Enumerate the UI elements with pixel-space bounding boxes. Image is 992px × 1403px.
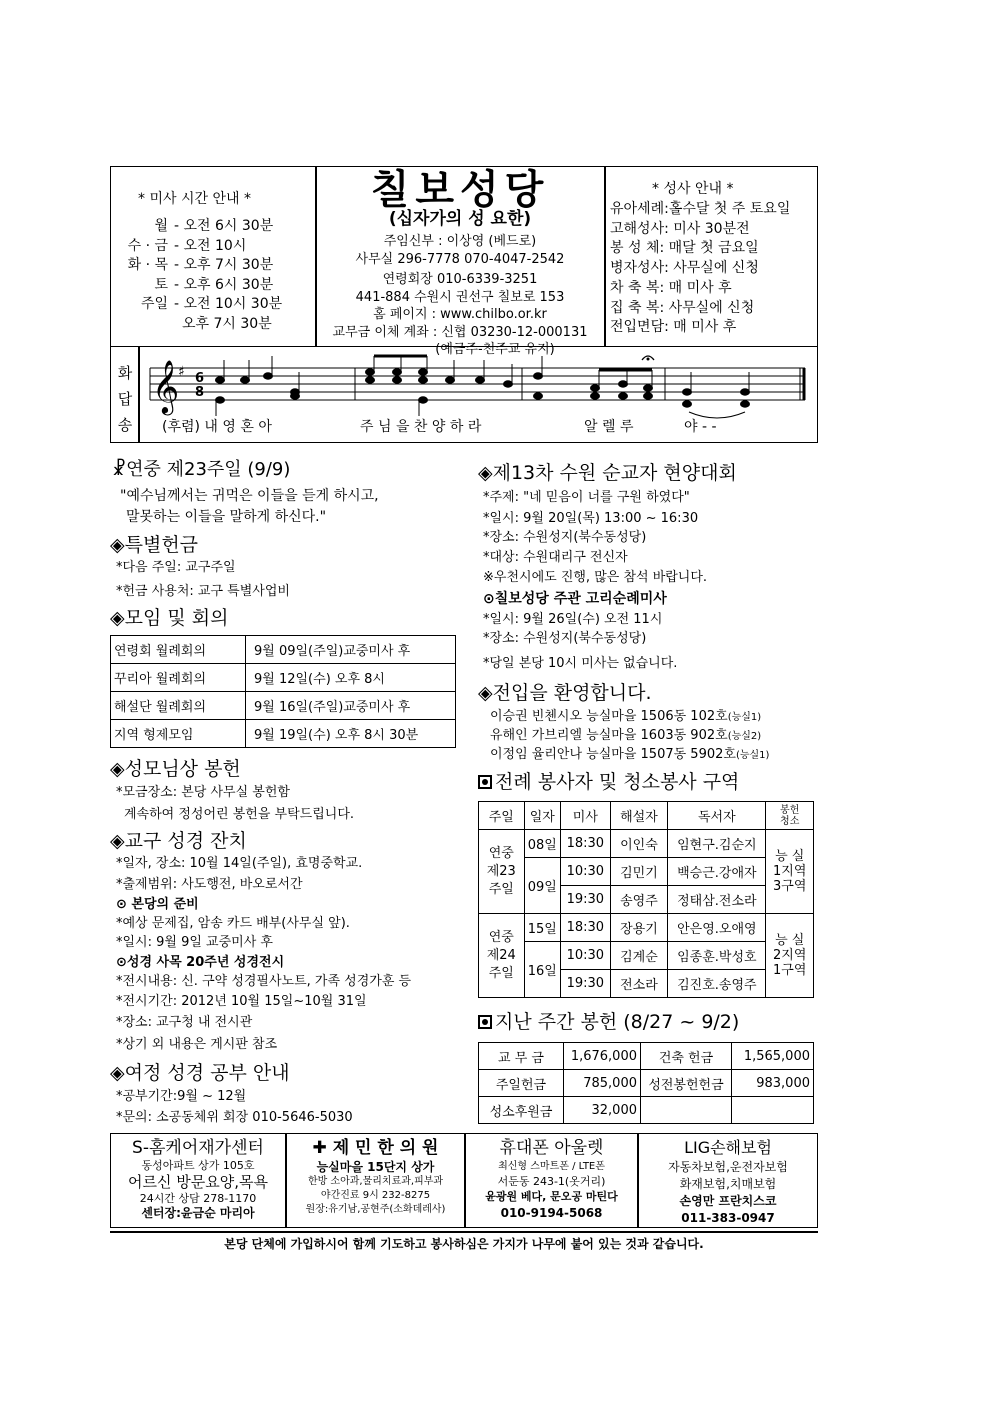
church-name: 칠보성당: [370, 166, 550, 213]
service-sunday: [479, 830, 525, 914]
women-bible-title: ◈여정 성경 공부 안내: [110, 1062, 290, 1084]
martyr-sub-item: *장소: 수원성지(북수동성당): [483, 631, 647, 646]
sacrament-item: 봉 성 체: 매달 첫 금요일: [610, 240, 759, 257]
meeting-name: 해설단 월례회의: [111, 692, 246, 720]
music-staff: [140, 350, 816, 420]
offering-amount: 785,000: [564, 1070, 641, 1097]
mass-day: 화 · 목: [127, 257, 168, 273]
welcome-note: (능실2): [727, 731, 762, 742]
offering-label: 성소후원금: [479, 1097, 564, 1124]
lyric: 주 님 을 찬 양 하 라: [360, 419, 482, 435]
ad-line: 손영만 프란치스코: [679, 1194, 777, 1208]
mass-day: 토: [154, 276, 168, 293]
prep-item: *예상 문제집, 암송 카드 배부(사무실 앞).: [116, 916, 350, 931]
ad-line: 어르신 방문요양,목욕: [128, 1173, 268, 1191]
gospel-quote-1: "예수님께서는 귀먹은 이들을 듣게 하시고,: [120, 488, 379, 504]
ad-title: 제 민 한 의 원: [332, 1138, 439, 1158]
sacrament-item: 전입면담: 매 미사 후: [610, 319, 737, 336]
meeting-name: 지역 형제모임: [111, 720, 246, 748]
service-time: 19:30: [561, 970, 611, 998]
mass-time: - 오후 6시 30분: [174, 276, 274, 293]
ad-line: 서둔동 243-1(옷거리): [497, 1175, 606, 1188]
martyr-sub-item: *당일 본당 10시 미사는 없습니다.: [483, 656, 678, 671]
service-time: 19:30: [561, 886, 611, 914]
service-commentator: 이인숙: [610, 830, 668, 858]
sunday-label: 주일: [488, 881, 514, 897]
mass-time: - 오전 10시 30분: [174, 296, 283, 312]
account-holder: (예금주-천주교 유지): [435, 342, 555, 357]
sacrament-item: 유아세례:홀수달 첫 주 토요일: [610, 201, 791, 217]
mass-time: - 오전 10시: [174, 237, 247, 254]
mass-day: 월: [154, 218, 168, 234]
service-table: [478, 801, 814, 998]
special-offering-title: ◈특별헌금: [110, 534, 199, 556]
service-area: [766, 914, 814, 998]
special-item: *헌금 사용처: 교구 특별사업비: [116, 584, 290, 599]
service-reader: 임종훈.박성호: [668, 942, 766, 970]
area-label: 1구역: [773, 963, 807, 978]
ad-title: LIG손해보험: [684, 1138, 772, 1157]
sacraments-list: [610, 200, 790, 338]
service-title-text: 전례 봉사자 및 청소봉사 구역: [495, 771, 740, 793]
women-item: *공부기간:9월 ~ 12월: [116, 1089, 247, 1104]
ad-line: 011-383-0947: [681, 1211, 775, 1225]
account: 교무금 이체 계좌 : 신협 03230-12-000131: [332, 324, 588, 340]
offering-label: 교 무 금: [479, 1043, 564, 1070]
service-header: 일자: [524, 802, 561, 830]
ad-title: S-홈케어재가센터: [132, 1138, 264, 1158]
sunday-label: 연중: [488, 929, 514, 945]
ad-line: 010-9194-5068: [500, 1206, 603, 1220]
president: 연령회장 010-6339-3251: [382, 272, 538, 287]
meetings-table: [110, 635, 456, 748]
service-time: 18:30: [561, 914, 611, 942]
martyr-title: ◈제13차 수원 순교자 현양대회: [478, 462, 737, 484]
ad-phone: [466, 1137, 637, 1221]
welcome-note: (능실1): [735, 750, 770, 761]
service-reader: 임현구.김순지: [668, 830, 766, 858]
statue-item: *모금장소: 본당 사무실 봉헌함: [116, 785, 290, 800]
sunday-label: 연중: [488, 845, 514, 861]
mass-day: 수 · 금: [127, 237, 168, 254]
ad-line: 자동차보험,운전자보험: [668, 1160, 788, 1174]
meeting-time: 9월 19일(수) 오후 8시 30분: [246, 720, 456, 748]
sacraments-title: * 성사 안내 *: [652, 181, 734, 197]
service-header-area: 봉헌 청소: [766, 802, 814, 830]
boxed-circle-icon: [478, 1015, 492, 1029]
ad-line: 윤광원 베다, 문오공 마틴다: [485, 1190, 618, 1203]
service-time: 10:30: [561, 942, 611, 970]
welcome-note: (능실1): [727, 712, 762, 723]
statue-title: ◈성모님상 봉헌: [110, 758, 241, 780]
mass-time: 오후 7시 30분: [182, 315, 272, 332]
bible-fest-title: ◈교구 성경 잔치: [110, 830, 247, 852]
meeting-name: 연령회 월례회의: [111, 636, 246, 664]
ad-insurance: [639, 1137, 817, 1227]
ad-line: 야간진료 9시 232-8275: [320, 1190, 431, 1201]
sacrament-item: 차 축 복: 매 미사 후: [610, 279, 732, 296]
service-day: 09일: [524, 858, 561, 914]
meeting-time: 9월 12일(수) 오후 8시: [246, 664, 456, 692]
ad-clinic: [287, 1137, 464, 1217]
service-reader: 백승근.강애자: [668, 858, 766, 886]
welcome-text: 유해인 가브리엘 능실마을 1603동 902호: [490, 728, 728, 743]
area-label: 1지역: [773, 864, 807, 879]
sunday-title-text: 연중 제23주일 (9/9): [126, 459, 291, 480]
office-phone: 사무실 296-7778 070-4047-2542: [355, 251, 565, 267]
meeting-name: 꾸리아 월례회의: [111, 664, 246, 692]
mass-schedule: [112, 215, 312, 332]
welcome-row: [490, 710, 761, 723]
exhibit-item: *전시내용: 신. 구약 성경필사노트, 가족 성경가훈 등: [116, 974, 412, 989]
offering-label: [641, 1097, 732, 1124]
welcome-row: [490, 729, 761, 742]
offering-amount: [732, 1097, 814, 1124]
church-info: [316, 233, 604, 359]
header-divider-2: [604, 166, 606, 347]
ad-line: 24시간 상담 278-1170: [139, 1192, 257, 1205]
exhibit-item: *전시기간: 2012년 10월 15일~10월 31일: [116, 994, 367, 1009]
area-label: 능 실: [775, 849, 805, 864]
service-time: 18:30: [561, 830, 611, 858]
ad-line: 능실마을 15단지 상가: [316, 1160, 435, 1174]
martyr-sub-item: *일시: 9월 26일(수) 오전 11시: [483, 612, 663, 627]
chi-rho-icon: ☧: [112, 459, 127, 480]
martyr-item: *장소: 수원성지(북수동성당): [483, 530, 647, 545]
cross-icon: ✚: [312, 1138, 327, 1158]
service-area: [766, 830, 814, 914]
homepage: 홈 페이지 : www.chilbo.or.kr: [373, 307, 547, 322]
boxed-circle-icon: [478, 775, 492, 789]
service-day: 08일: [524, 830, 561, 858]
welcome-title: ◈전입을 환영합니다.: [478, 682, 652, 704]
offering-title-text: 지난 주간 봉헌 (8/27 ~ 9/2): [495, 1011, 740, 1033]
martyr-sub-title: ⊙칠보성당 주관 고리순례미사: [483, 591, 667, 607]
bible-fest-item: *출제범위: 사도행전, 바오로서간: [116, 877, 303, 892]
psalm-label-char: 답: [117, 390, 133, 408]
svg-text:6: 6: [195, 371, 205, 386]
offering-title: [478, 1013, 739, 1032]
statue-item: 계속하여 정성어린 봉헌을 부탁드립니다.: [124, 807, 355, 822]
offering-amount: 1,565,000: [732, 1043, 814, 1070]
lyric: (후렴) 내 영 혼 아: [162, 419, 272, 435]
service-header: 해설자: [610, 802, 668, 830]
mass-time: - 오전 6시 30분: [174, 218, 274, 234]
offering-amount: 1,676,000: [564, 1043, 641, 1070]
sunday-label: 주일: [488, 965, 514, 981]
welcome-row: [490, 748, 769, 761]
gospel-quote-2: 말못하는 이들을 말하게 하신다.": [126, 509, 327, 525]
service-commentator: 김민기: [610, 858, 668, 886]
special-item: *다음 주일: 교구주일: [116, 560, 236, 575]
lyric: 알 렐 루: [584, 419, 634, 435]
psalm-label: [112, 360, 138, 438]
service-sunday: [479, 914, 525, 998]
church-subtitle: (십자가의 성 요한): [388, 209, 532, 229]
offering-table: [478, 1042, 814, 1124]
service-day: 15일: [524, 914, 561, 942]
sacrament-item: 병자성사: 사무실에 신청: [610, 260, 759, 277]
martyr-item: *일시: 9월 20일(목) 13:00 ~ 16:30: [483, 511, 699, 526]
service-header: 미사: [561, 802, 611, 830]
service-time: 10:30: [561, 858, 611, 886]
svg-text:𝄞: 𝄞: [152, 359, 180, 413]
exhibit-item: *상기 외 내용은 게시판 참조: [116, 1037, 278, 1052]
sacrament-item: 고해성사: 미사 30분전: [610, 220, 750, 237]
lyric: 야 - -: [684, 419, 717, 435]
service-title: [478, 773, 739, 792]
service-reader: 정태삼.전소라: [668, 886, 766, 914]
prep-title: ⊙ 본당의 준비: [116, 897, 199, 912]
sunday-label: 제23: [486, 863, 516, 879]
offering-label: 건축 헌금: [641, 1043, 732, 1070]
welcome-text: 이승권 빈첸시오 능실마을 1506동 102호: [490, 709, 728, 724]
svg-text:♯: ♯: [178, 364, 185, 380]
ad-line: 동성아파트 상가 105호: [141, 1159, 255, 1172]
martyr-item: ※우천시에도 진행, 많은 참석 바랍니다.: [483, 570, 708, 585]
service-header: 주일: [479, 802, 525, 830]
welcome-text: 이정임 율리안나 능실마을 1507동 5902호: [490, 747, 736, 762]
ad-line: 센터장:윤금순 마리아: [141, 1206, 255, 1220]
service-day: 16일: [524, 942, 561, 998]
exhibit-item: *장소: 교구청 내 전시관: [116, 1015, 253, 1030]
service-commentator: 장용기: [610, 914, 668, 942]
ad-line: 한방 소아과,물리치료과,피부과: [307, 1176, 444, 1187]
ad-line: 원장:유기남,공현주(소화데레사): [305, 1204, 446, 1215]
ad-line: 화재보험,치매보험: [679, 1177, 777, 1191]
footer-rule: [110, 1231, 818, 1233]
mass-day: [112, 313, 168, 333]
offering-label: 성전봉헌헌금: [641, 1070, 732, 1097]
area-label: 3구역: [773, 879, 807, 894]
priest: 주임신부 : 이상영 (베드로): [383, 234, 537, 249]
service-commentator: 송영주: [610, 886, 668, 914]
sacrament-item: 집 축 복: 사무실에 신청: [610, 299, 755, 316]
service-header: 독서자: [668, 802, 766, 830]
service-reader: 김진호.송영주: [668, 970, 766, 998]
offering-label: 주일헌금: [479, 1070, 564, 1097]
offering-amount: 32,000: [564, 1097, 641, 1124]
offering-amount: 983,000: [732, 1070, 814, 1097]
ad-homecare: [111, 1137, 285, 1221]
psalm-label-char: 화: [117, 364, 133, 382]
martyr-item: *주제: "네 믿음이 너를 구원 하였다": [483, 490, 690, 505]
martyr-item: *대상: 수원대리구 전신자: [483, 550, 628, 565]
service-commentator: 김계순: [610, 942, 668, 970]
ad-line: 최신형 스마트폰 / LTE폰: [498, 1161, 605, 1172]
meetings-title: ◈모임 및 회의: [110, 607, 229, 629]
area-label: 2지역: [773, 948, 807, 963]
women-item: *문의: 소공동체위 회장 010-5646-5030: [116, 1110, 353, 1125]
meeting-time: 9월 09일(주일)교중미사 후: [246, 636, 456, 664]
bible-fest-item: *일자, 장소: 10월 14일(주일), 효명중학교.: [116, 856, 363, 871]
area-label: 능 실: [775, 933, 805, 948]
mass-day: 주일: [140, 296, 168, 312]
psalm-label-char: 송: [117, 416, 133, 434]
exhibit-title: ⊙성경 사목 20주년 성경전시: [116, 955, 285, 970]
address: 441-884 수원시 권선구 칠보로 153: [355, 289, 565, 305]
mass-title: * 미사 시간 안내 *: [138, 191, 251, 207]
sunday-label: 제24: [486, 947, 516, 963]
ad-title-row: [287, 1137, 464, 1159]
service-reader: 안은영.오애영: [668, 914, 766, 942]
mass-time: - 오후 7시 30분: [174, 257, 274, 273]
svg-text:8: 8: [195, 385, 205, 400]
ad-title: 휴대폰 아울렛: [499, 1138, 604, 1158]
service-commentator: 전소라: [610, 970, 668, 998]
sunday-title: [112, 461, 290, 479]
footer-text: 본당 단체에 가입하시어 함께 기도하고 봉사하심은 가지가 나무에 붙어 있는 것과 같습니다.: [224, 1237, 704, 1251]
meeting-time: 9월 16일(주일)교중미사 후: [246, 692, 456, 720]
prep-item: *일시: 9월 9일 교중미사 후: [116, 935, 273, 950]
